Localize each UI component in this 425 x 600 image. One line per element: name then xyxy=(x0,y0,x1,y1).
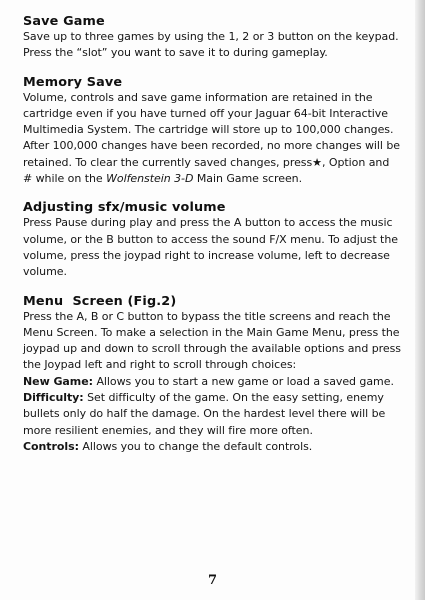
section-paragraph xyxy=(23,90,401,188)
definition-text: Allows you to change the default controls. xyxy=(82,439,313,453)
definition-text: Allows you to start a new game or load a saved game. xyxy=(96,374,394,388)
definition-term: Difficulty: xyxy=(23,391,84,405)
section-heading: Memory Save xyxy=(23,74,123,90)
section-menu-screen xyxy=(23,294,401,456)
definition-difficulty xyxy=(23,390,401,439)
section-save-game xyxy=(23,14,401,62)
section-heading: Menu Screen (Fig.2) xyxy=(23,293,177,309)
definition-text: Set difficulty of the game. On the easy setting, enemy bullets only do half the damage. On the hardest level there will be more resilient enemies, and they will fire more often. xyxy=(23,391,386,437)
definition-new-game xyxy=(23,374,401,390)
definition-term: New Game: xyxy=(23,374,93,388)
page-edge-shadow xyxy=(415,0,425,600)
page-number: 7 xyxy=(208,573,218,588)
definition-controls xyxy=(23,439,401,455)
section-adjusting-volume xyxy=(23,200,401,280)
section-memory-save xyxy=(23,75,401,188)
section-heading: Adjusting sfx/music volume xyxy=(23,200,226,216)
section-paragraph: Press Pause during play and press the A button to access the music volume, or the B button to access the sound F/X menu. To adjust the volume, press the joypad right to increase volume, left to decrease volume. xyxy=(23,216,398,279)
section-heading: Save Game xyxy=(23,14,105,29)
paragraph-text: Main Game screen. xyxy=(196,172,303,186)
section-paragraph: Save up to three games by using the 1, 2 or 3 button on the keypad. Press the “slot” you want to save it to during gameplay. xyxy=(23,30,399,60)
game-title-italic: Wolfenstein 3-D xyxy=(106,172,194,186)
paragraph-text: Volume, controls and save game information are retained in the cartridge even if you have turned off your Jaguar 64-bit Interactive Multimedia System. The cartridge will store up to 100,000 changes. After 100,000 changes have been recorded, no more changes will be retained. To clear the currently saved changes, press★, Option and # while on the xyxy=(23,90,401,186)
definition-term: Controls: xyxy=(23,439,79,453)
section-paragraph: Press the A, B or C button to bypass the title screens and reach the Menu Screen. To make a selection in the Main Game Menu, press the joypad up and down to scroll through the available options and press the Joypad left and right to scroll through choices: xyxy=(23,309,401,372)
page-content xyxy=(23,14,401,468)
